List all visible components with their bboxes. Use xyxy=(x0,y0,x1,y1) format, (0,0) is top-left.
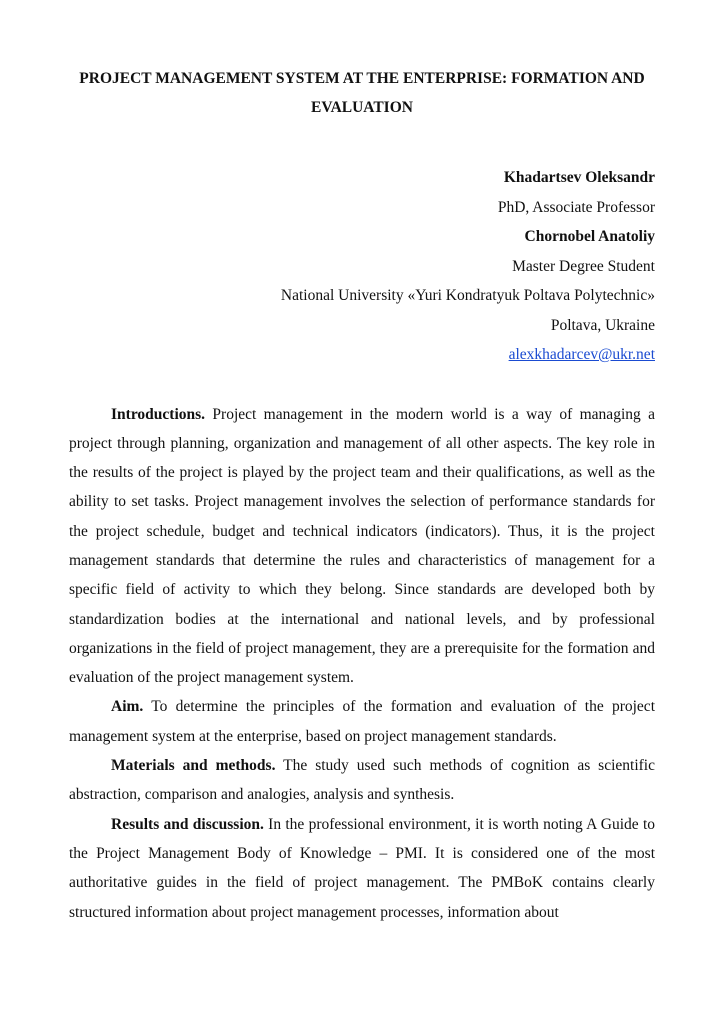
aim-text: To determine the principles of the formation and evaluation of the project management system at the enterprise, based on project management standards. xyxy=(69,698,655,745)
paper-page xyxy=(69,64,655,927)
aim-paragraph xyxy=(69,692,655,751)
location: Poltava, Ukraine xyxy=(550,316,655,334)
author-2-title: Master Degree Student xyxy=(512,257,655,275)
results-paragraph xyxy=(69,810,655,927)
paper-body xyxy=(69,400,655,927)
methods-paragraph xyxy=(69,751,655,810)
email-link[interactable]: alexkhadarcev@ukr.net xyxy=(508,346,655,363)
author-2-name: Chornobel Anatoliy xyxy=(524,228,655,245)
paper-title: PROJECT MANAGEMENT SYSTEM AT THE ENTERPRISE: FORMATION AND EVALUATION xyxy=(79,70,645,116)
author-1-title: PhD, Associate Professor xyxy=(497,198,655,216)
methods-heading: Materials and methods. xyxy=(111,757,276,775)
introduction-paragraph xyxy=(69,400,655,693)
introduction-heading: Introductions. xyxy=(111,405,206,423)
author-block xyxy=(69,163,655,370)
author-1-name: Khadartsev Oleksandr xyxy=(503,169,655,186)
introduction-text: Project management in the modern world is a way of managing a project through planning, organization and management of all other aspects. The key role in the results of the project is played by the project team and their qualifications, as well as the ability to set tasks. Project management involves the selection of performance standards for the project schedule, budget and technical indicators (indicators). Thus, it is the project management standards that determine the rules and characteristics of management for a specific field of activity to which they belong. Since standards are developed both by standardization bodies at the international and national levels, and by professional organizations in the field of project management, they are a prerequisite for the formation and evaluation of the project management system. xyxy=(69,405,655,687)
results-text: In the professional environment, it is worth noting A Guide to the Project Management Body of Knowledge – PMI. It is considered one of the most authoritative guides in the field of project management. The PMBoK contains clearly structured information about project management processes, information about xyxy=(69,815,656,921)
affiliation: National University «Yuri Kondratyuk Poltava Polytechnic» xyxy=(280,287,655,304)
aim-heading: Aim. xyxy=(111,698,144,716)
methods-text: The study used such methods of cognition as scientific abstraction, comparison and analogies, analysis and synthesis. xyxy=(69,757,655,804)
results-heading: Results and discussion. xyxy=(111,815,264,833)
